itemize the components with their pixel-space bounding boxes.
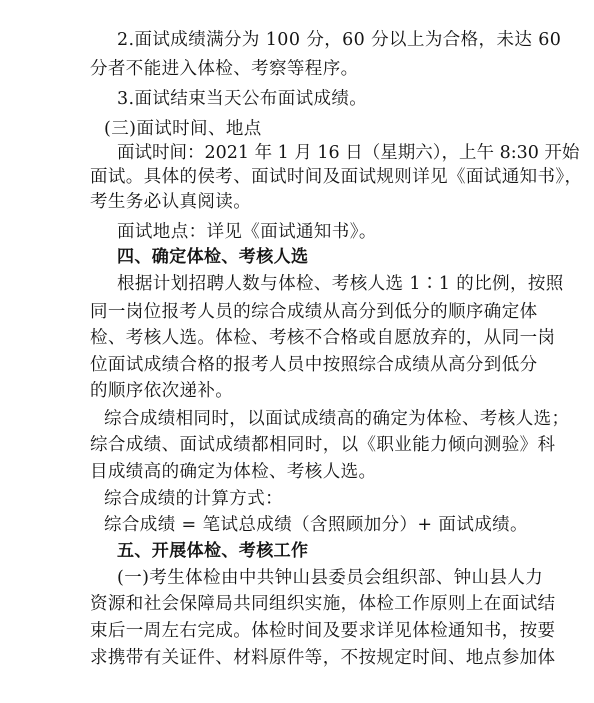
- text-line: 根据计划招聘人数与体检、考核人选 1∶1 的比例，按照: [117, 274, 564, 294]
- text-line: 检、考核人选。体检、考核不合格或自愿放弃的，从同一岗: [90, 328, 556, 348]
- text-line: (一)考生体检由中共钟山县委员会组织部、钟山县人力: [117, 568, 544, 588]
- text-line: 面试时间：2021 年 1 月 16 日（星期六），上午 8:30 开始: [117, 143, 580, 163]
- text-line: 资源和社会保障局共同组织实施，体检工作原则上在面试结: [90, 594, 556, 614]
- text-line: (三)面试时间、地点: [104, 119, 262, 139]
- text-line: 考生务必认真阅读。: [90, 192, 252, 212]
- text-line: 位面试成绩合格的报考人员中按照综合成绩从高分到低分: [90, 355, 538, 375]
- text-line: 综合成绩的计算方式：: [104, 489, 283, 509]
- text-line: 分者不能进入体检、考察等程序。: [90, 59, 359, 79]
- text-line: 综合成绩 = 笔试总成绩（含照顾加分）+ 面试成绩。: [104, 515, 528, 535]
- section-heading: 四、确定体检、考核人选: [117, 247, 309, 267]
- text-line: 2.面试成绩满分为 100 分，60 分以上为合格，未达 60: [117, 30, 562, 50]
- text-line: 目成绩高的确定为体检、考核人选。: [90, 462, 377, 482]
- text-line: 3.面试结束当天公布面试成绩。: [117, 89, 368, 109]
- text-line: 综合成绩、面试成绩都相同时，以《职业能力倾向测验》科: [90, 435, 556, 455]
- text-line: 面试。具体的侯考、面试时间及面试规则详见《面试通知书》，: [90, 167, 583, 187]
- text-line: 面试地点：详见《面试通知书》。: [117, 222, 377, 242]
- text-line: 综合成绩相同时，以面试成绩高的确定为体检、考核人选；: [104, 409, 570, 429]
- text-line: 求携带有关证件、材料原件等，不按规定时间、地点参加体: [90, 648, 556, 668]
- text-line: 束后一周左右完成。体检时间及要求详见体检通知书，按要: [90, 621, 556, 641]
- text-line: 同一岗位报考人员的综合成绩从高分到低分的顺序确定体: [90, 302, 538, 322]
- section-heading: 五、开展体检、考核工作: [117, 541, 309, 561]
- text-line: 的顺序依次递补。: [90, 381, 234, 401]
